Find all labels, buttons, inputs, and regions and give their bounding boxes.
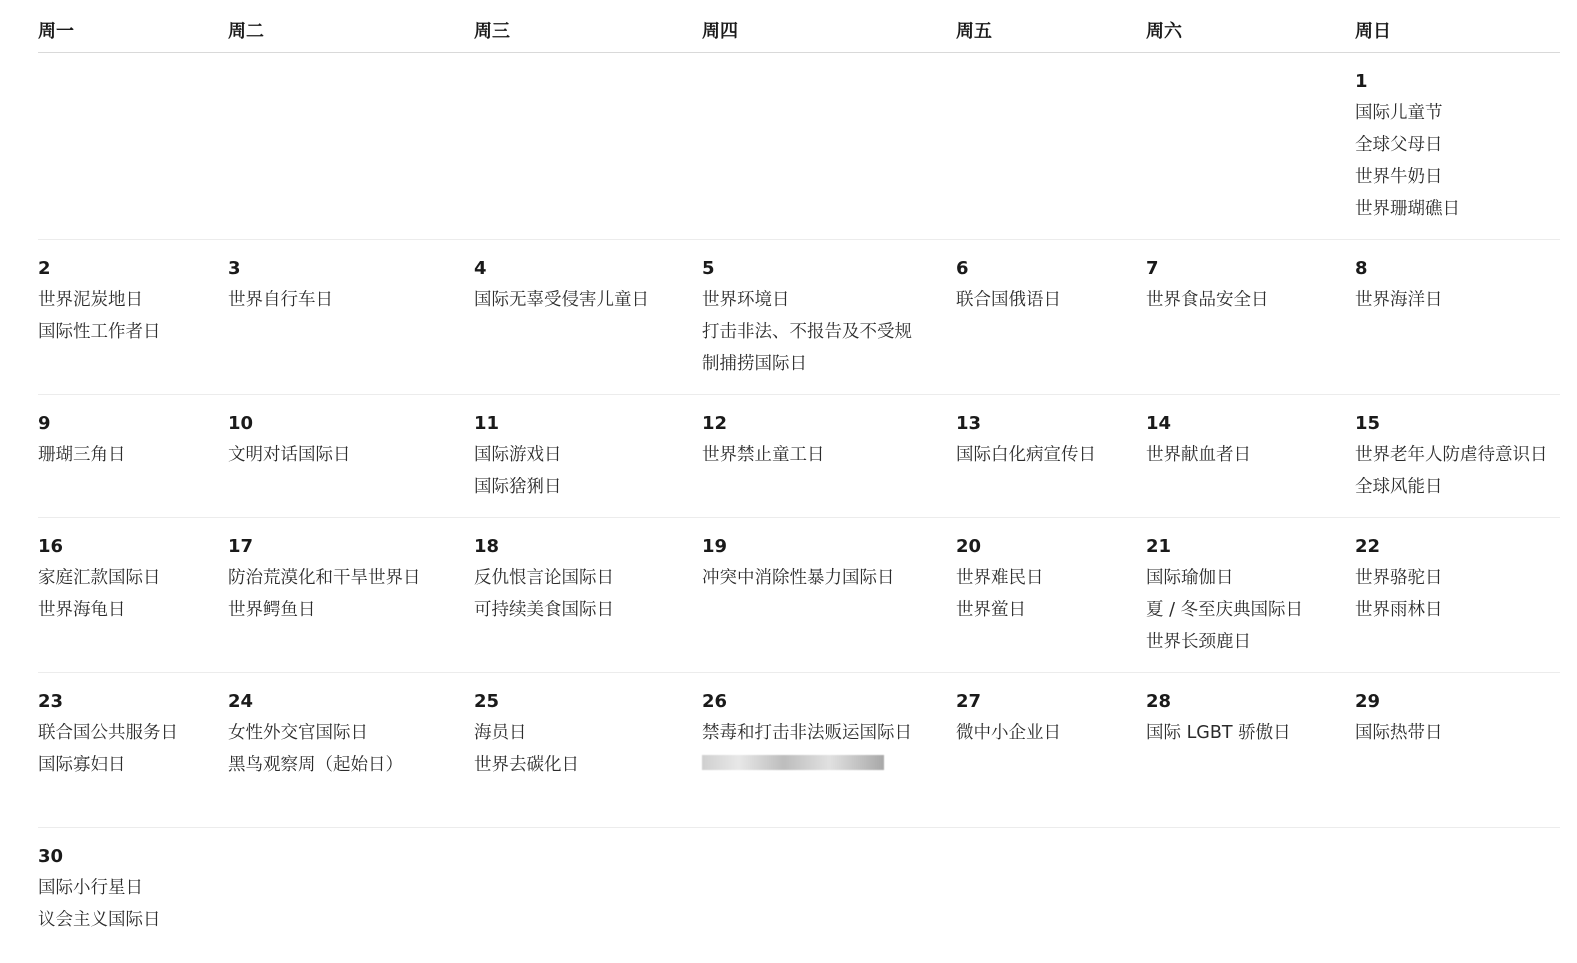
event-item[interactable]: 世界骆驼日 bbox=[1355, 568, 1443, 588]
day-number: 11 bbox=[474, 413, 500, 434]
day-number: 5 bbox=[702, 258, 715, 279]
event-item[interactable]: 联合国俄语日 bbox=[956, 290, 1061, 310]
event-item[interactable]: 反仇恨言论国际日 bbox=[474, 568, 614, 588]
event-item[interactable]: 家庭汇款国际日 bbox=[38, 568, 161, 588]
event-item[interactable]: 世界献血者日 bbox=[1146, 445, 1251, 465]
day-number: 14 bbox=[1146, 413, 1172, 434]
day-cell-29 bbox=[1355, 673, 1560, 828]
day-number: 2 bbox=[38, 258, 51, 279]
day-number: 8 bbox=[1355, 258, 1368, 279]
day-number: 30 bbox=[38, 846, 64, 867]
event-item[interactable]: 世界海洋日 bbox=[1355, 290, 1443, 310]
day-cell-17 bbox=[228, 518, 474, 673]
day-number: 28 bbox=[1146, 691, 1172, 712]
event-item[interactable]: 议会主义国际日 bbox=[38, 910, 161, 930]
event-item[interactable]: 女性外交官国际日 bbox=[228, 723, 368, 743]
day-cell-28 bbox=[1146, 673, 1355, 828]
weekday-header-fri: 周五 bbox=[956, 14, 1146, 53]
day-cell-1 bbox=[1355, 53, 1560, 240]
event-item[interactable]: 全球父母日 bbox=[1355, 135, 1443, 155]
day-number: 4 bbox=[474, 258, 487, 279]
empty-day-cell bbox=[38, 53, 228, 240]
event-item[interactable]: 国际猞猁日 bbox=[474, 477, 562, 497]
day-cell-18 bbox=[474, 518, 702, 673]
event-item[interactable]: 世界去碳化日 bbox=[474, 755, 579, 775]
day-cell-3 bbox=[228, 240, 474, 395]
event-item[interactable]: 打击非法、不报告及不受规制捕捞国际日 bbox=[702, 322, 912, 374]
event-item[interactable]: 海员日 bbox=[474, 723, 527, 743]
event-item[interactable]: 防治荒漠化和干旱世界日 bbox=[228, 568, 421, 588]
day-cell-16 bbox=[38, 518, 228, 673]
day-number: 18 bbox=[474, 536, 500, 557]
weekday-header-thu: 周四 bbox=[702, 14, 956, 53]
day-number: 21 bbox=[1146, 536, 1172, 557]
event-item[interactable]: 珊瑚三角日 bbox=[38, 445, 126, 465]
empty-day-cell bbox=[228, 53, 474, 240]
day-number: 10 bbox=[228, 413, 254, 434]
day-number: 12 bbox=[702, 413, 728, 434]
event-item[interactable]: 可持续美食国际日 bbox=[474, 600, 614, 620]
event-item[interactable]: 世界泥炭地日 bbox=[38, 290, 143, 310]
event-item[interactable]: 全球风能日 bbox=[1355, 477, 1443, 497]
day-cell-7 bbox=[1146, 240, 1355, 395]
event-item[interactable]: 世界海龟日 bbox=[38, 600, 126, 620]
blurred-event-item bbox=[702, 755, 884, 770]
day-cell-5 bbox=[702, 240, 956, 395]
event-item[interactable]: 国际游戏日 bbox=[474, 445, 562, 465]
day-number: 27 bbox=[956, 691, 982, 712]
day-cell-24 bbox=[228, 673, 474, 828]
day-cell-2 bbox=[38, 240, 228, 395]
empty-day-cell bbox=[702, 53, 956, 240]
day-cell-4 bbox=[474, 240, 702, 395]
day-cell-12 bbox=[702, 395, 956, 518]
event-item[interactable]: 微中小企业日 bbox=[956, 723, 1061, 743]
event-item[interactable]: 国际瑜伽日 bbox=[1146, 568, 1234, 588]
event-item[interactable]: 国际白化病宣传日 bbox=[956, 445, 1096, 465]
event-item[interactable]: 世界自行车日 bbox=[228, 290, 333, 310]
event-item[interactable]: 世界珊瑚礁日 bbox=[1355, 199, 1460, 219]
day-number: 15 bbox=[1355, 413, 1381, 434]
weekday-header-wed: 周三 bbox=[474, 14, 702, 53]
day-cell-14 bbox=[1146, 395, 1355, 518]
day-number: 6 bbox=[956, 258, 969, 279]
day-cell-8 bbox=[1355, 240, 1560, 395]
day-number: 22 bbox=[1355, 536, 1381, 557]
day-cell-22 bbox=[1355, 518, 1560, 673]
day-number: 20 bbox=[956, 536, 982, 557]
day-number: 29 bbox=[1355, 691, 1381, 712]
event-item[interactable]: 国际 LGBT 骄傲日 bbox=[1146, 723, 1291, 743]
event-item[interactable]: 世界禁止童工日 bbox=[702, 445, 825, 465]
day-cell-10 bbox=[228, 395, 474, 518]
day-cell-19 bbox=[702, 518, 956, 673]
event-item[interactable]: 国际热带日 bbox=[1355, 723, 1443, 743]
event-item[interactable]: 世界长颈鹿日 bbox=[1146, 632, 1251, 652]
calendar bbox=[38, 14, 1560, 963]
day-number: 16 bbox=[38, 536, 64, 557]
event-item[interactable]: 国际小行星日 bbox=[38, 878, 143, 898]
day-number: 17 bbox=[228, 536, 254, 557]
event-item[interactable]: 世界老年人防虐待意识日 bbox=[1355, 445, 1548, 465]
day-cell-11 bbox=[474, 395, 702, 518]
day-cell-9 bbox=[38, 395, 228, 518]
event-item[interactable]: 世界鳄鱼日 bbox=[228, 600, 316, 620]
event-item[interactable]: 黑鸟观察周（起始日） bbox=[228, 755, 403, 775]
day-cell-13 bbox=[956, 395, 1146, 518]
empty-day-cell bbox=[474, 53, 702, 240]
event-item[interactable]: 世界牛奶日 bbox=[1355, 167, 1443, 187]
weekday-header-mon: 周一 bbox=[38, 14, 228, 53]
day-cell-6 bbox=[956, 240, 1146, 395]
day-cell-27 bbox=[956, 673, 1146, 828]
event-item[interactable]: 世界食品安全日 bbox=[1146, 290, 1269, 310]
weekday-header-sat: 周六 bbox=[1146, 14, 1355, 53]
day-cell-25 bbox=[474, 673, 702, 828]
empty-day-cell bbox=[1146, 53, 1355, 240]
day-cell-15 bbox=[1355, 395, 1560, 518]
event-item[interactable]: 世界鲎日 bbox=[956, 600, 1026, 620]
day-number: 7 bbox=[1146, 258, 1159, 279]
day-cell-23 bbox=[38, 673, 228, 828]
day-cell-20 bbox=[956, 518, 1146, 673]
day-cell-26 bbox=[702, 673, 956, 828]
day-cell-30 bbox=[38, 828, 228, 963]
event-item[interactable]: 世界雨林日 bbox=[1355, 600, 1443, 620]
weekday-header-sun: 周日 bbox=[1355, 14, 1560, 53]
empty-day-cell bbox=[956, 53, 1146, 240]
event-item[interactable]: 联合国公共服务日 bbox=[38, 723, 178, 743]
day-number: 3 bbox=[228, 258, 241, 279]
day-number: 19 bbox=[702, 536, 728, 557]
day-number: 25 bbox=[474, 691, 500, 712]
event-item[interactable]: 国际儿童节 bbox=[1355, 103, 1443, 123]
day-cell-21 bbox=[1146, 518, 1355, 673]
day-number: 26 bbox=[702, 691, 728, 712]
day-number: 24 bbox=[228, 691, 254, 712]
event-item[interactable]: 国际性工作者日 bbox=[38, 322, 161, 342]
event-item[interactable]: 国际寡妇日 bbox=[38, 755, 126, 775]
event-item[interactable]: 国际无辜受侵害儿童日 bbox=[474, 290, 649, 310]
event-item[interactable]: 夏 / 冬至庆典国际日 bbox=[1146, 600, 1304, 620]
event-item[interactable]: 冲突中消除性暴力国际日 bbox=[702, 568, 895, 588]
event-item[interactable]: 世界难民日 bbox=[956, 568, 1044, 588]
event-item[interactable]: 禁毒和打击非法贩运国际日 bbox=[702, 723, 912, 743]
calendar-grid bbox=[38, 14, 1560, 963]
day-number: 1 bbox=[1355, 71, 1368, 92]
event-item[interactable]: 世界环境日 bbox=[702, 290, 790, 310]
day-number: 13 bbox=[956, 413, 982, 434]
day-number: 23 bbox=[38, 691, 64, 712]
event-item[interactable]: 文明对话国际日 bbox=[228, 445, 351, 465]
weekday-header-tue: 周二 bbox=[228, 14, 474, 53]
day-number: 9 bbox=[38, 413, 51, 434]
